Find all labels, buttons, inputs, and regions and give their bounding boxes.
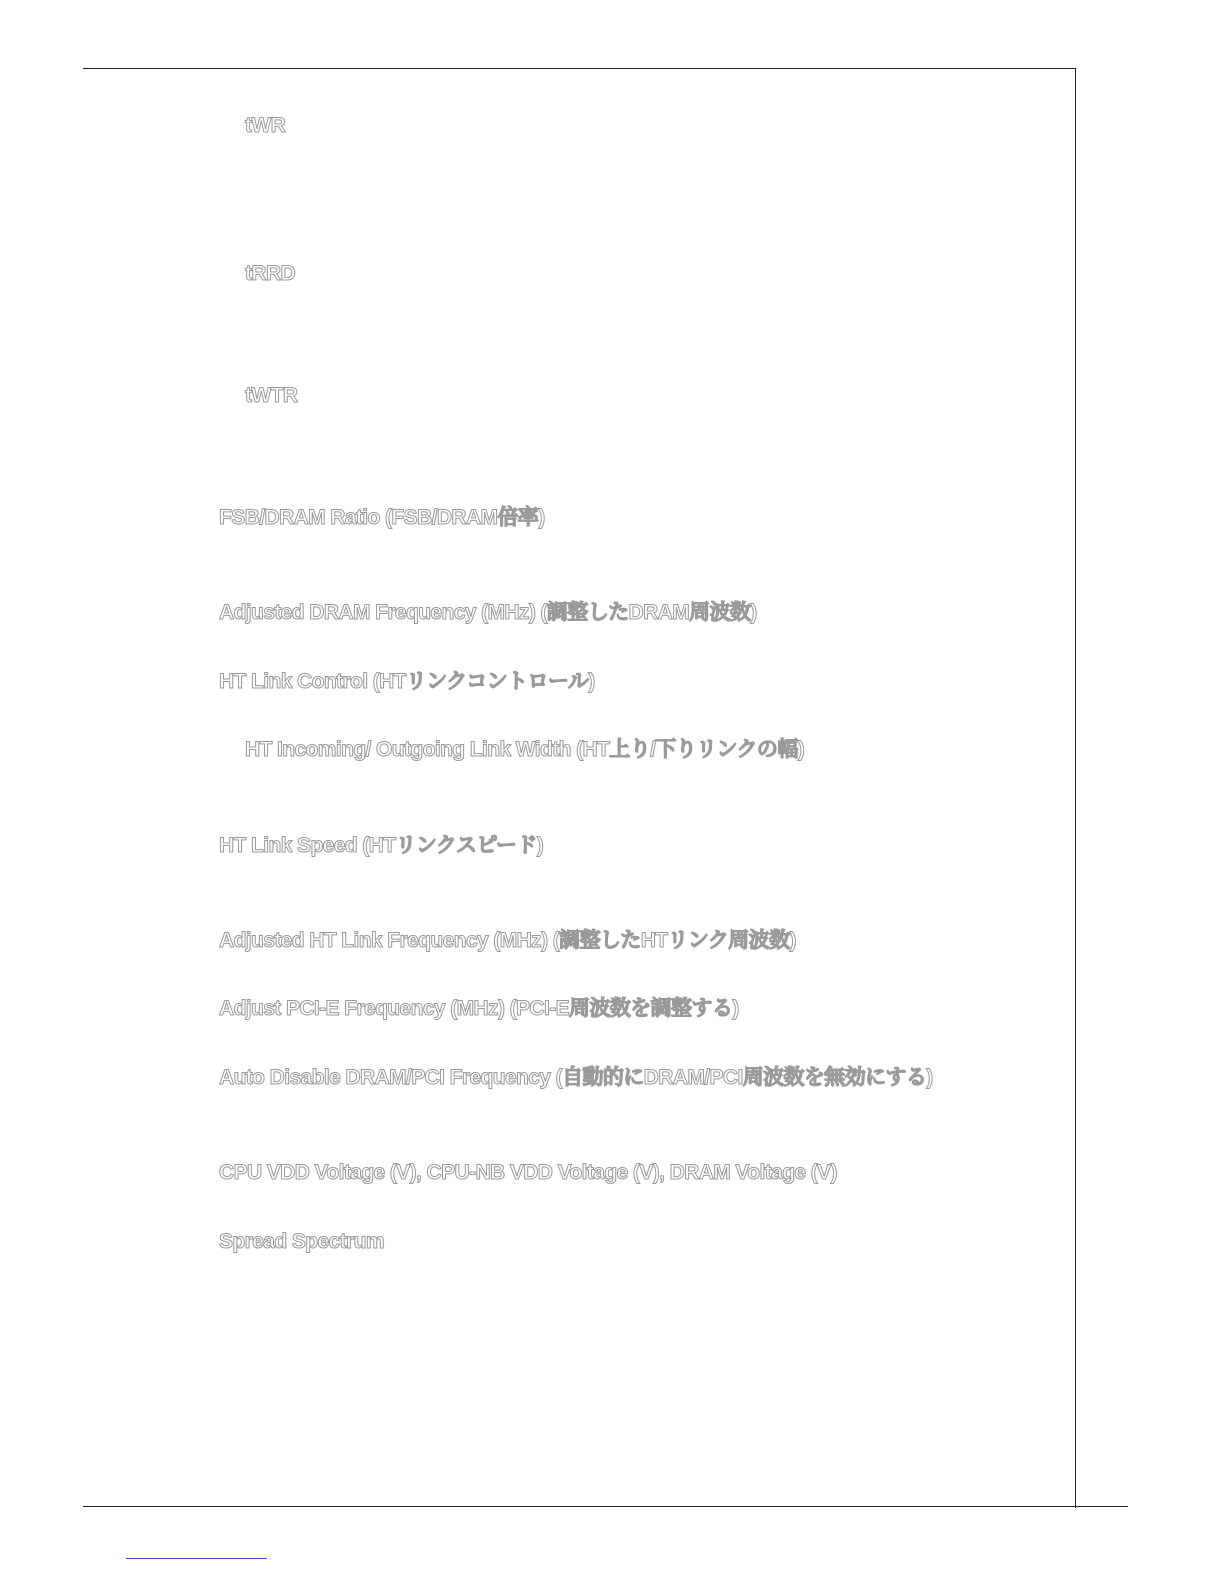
footer-link-underline (126, 1558, 267, 1559)
heading-twtr: tWTR (245, 384, 298, 407)
bottom-rule (83, 1506, 1128, 1507)
heading-spread-spectrum: Spread Spectrum (219, 1230, 384, 1253)
heading-voltages: CPU VDD Voltage (V), CPU-NB VDD Voltage (V), DRAM Voltage (V) (219, 1161, 837, 1184)
heading-trrd: tRRD (245, 262, 296, 285)
right-rule (1075, 68, 1076, 1508)
heading-adjusted-ht-link-frequency: Adjusted HT Link Frequency (MHz) (調整したHTリンク周波数) (219, 929, 796, 952)
heading-adjusted-dram-frequency: Adjusted DRAM Frequency (MHz) (調整したDRAM周波数) (219, 601, 757, 624)
heading-twr: tWR (245, 114, 286, 137)
heading-ht-link-width: HT Incoming/ Outgoing Link Width (HT上り/下りリンクの幅) (245, 738, 805, 761)
top-rule (83, 68, 1076, 69)
heading-ht-link-speed: HT Link Speed (HTリンクスピード) (219, 834, 544, 857)
heading-auto-disable-dram-pci-frequency: Auto Disable DRAM/PCI Frequency (自動的にDRAM/PCI周波数を無効にする) (219, 1066, 933, 1089)
heading-adjust-pcie-frequency: Adjust PCI-E Frequency (MHz) (PCI-E周波数を調整する) (219, 997, 739, 1020)
heading-ht-link-control: HT Link Control (HTリンクコントロール) (219, 670, 595, 693)
heading-fsb-dram-ratio: FSB/DRAM Ratio (FSB/DRAM倍率) (219, 506, 545, 529)
